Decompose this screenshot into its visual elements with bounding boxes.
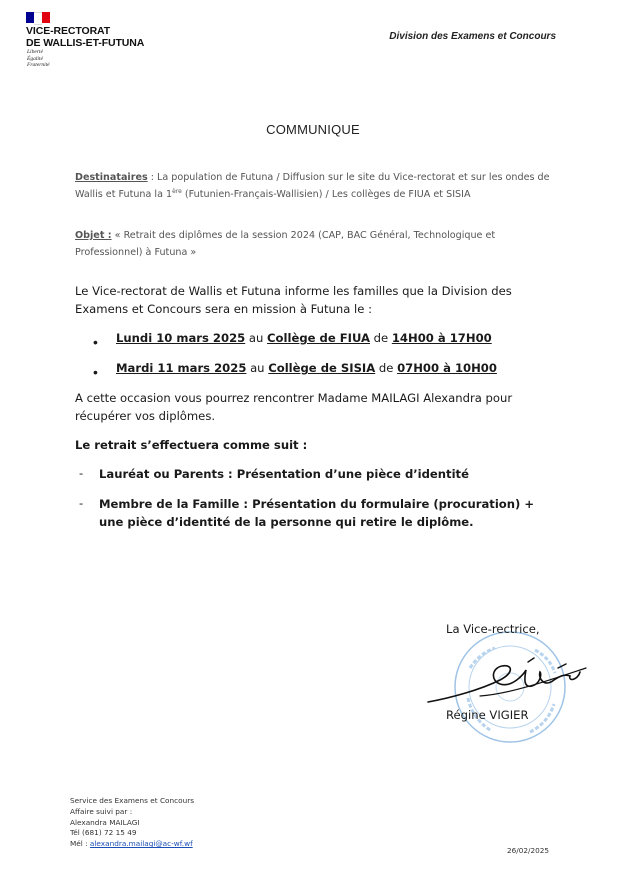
division-name: Division des Examens et Concours <box>389 31 556 42</box>
dash-marker: - <box>79 466 84 480</box>
recipients-text: : La population de Futuna / Diffusion sur le site du Vice-rectorat et sur les ondes de Wallis et Futuna la 1 <box>75 172 550 200</box>
email-link[interactable]: alexandra.mailagi@ac-wf.wf <box>89 839 193 849</box>
footer-contact <box>70 796 194 850</box>
footer-service: Service des Examens et Concours <box>70 796 195 805</box>
document-title: COMMUNIQUE <box>266 122 360 137</box>
session-connector: de <box>375 361 398 375</box>
bullet-icon <box>93 364 101 372</box>
flag-red-band <box>42 12 50 23</box>
recipients-block <box>75 170 555 203</box>
recipients-label: Destinataires <box>75 172 148 183</box>
subject-text: « Retrait des diplômes de la session 2024 (CAP, BAC Général, Technologique et Professionnel) à Futuna » <box>75 230 496 258</box>
session-date: Lundi 10 mars 2025 <box>116 331 246 345</box>
motto-line: Fraternité <box>27 62 50 68</box>
intro-paragraph: Le Vice-rectorat de Wallis et Futuna informe les familles que la Division des Examens et Concours sera en mission à Futuna le : <box>75 284 512 316</box>
footer-phone: Tél (681) 72 15 49 <box>70 828 137 838</box>
footer-contact-name: Alexandra MAILAGI <box>70 817 140 827</box>
bullet-icon <box>93 334 101 342</box>
institution-name <box>26 26 144 49</box>
institution-line-2: DE WALLIS-ET-FUTUNA <box>26 36 145 49</box>
flag-white-band <box>34 12 42 25</box>
footer-followed-by: Affaire suivi par : <box>70 806 133 816</box>
signatory-name: Régine VIGIER <box>446 708 529 722</box>
institution-line-1: VICE-RECTORAT <box>26 25 111 37</box>
footer-mail-label: Mél : <box>70 839 90 849</box>
session-time: 07H00 à 10H00 <box>397 361 497 375</box>
session-line <box>116 331 492 345</box>
flag-blue-band <box>26 12 34 23</box>
session-line <box>116 361 497 375</box>
session-date: Mardi 11 mars 2025 <box>116 361 247 375</box>
procedure-item: Membre de la Famille : Présentation du formulaire (procuration) + une pièce d’identité de la personne qui retire le diplôme. <box>99 497 535 529</box>
french-flag-logo <box>26 12 50 23</box>
dash-marker: - <box>79 496 84 510</box>
subject-label: Objet : <box>75 230 112 241</box>
session-connector: au <box>245 331 268 345</box>
recipients-superscript: ère <box>172 187 182 195</box>
handwritten-signature <box>420 650 590 710</box>
footer-mail-line <box>70 839 194 850</box>
motto-line: Liberté <box>27 49 43 55</box>
recipients-text-end: (Futunien-Français-Wallisien) / Les collèges de FIUA et SISIA <box>181 188 471 200</box>
procedure-heading: Le retrait s’effectuera comme suit : <box>75 438 308 452</box>
motto-line: Égalité <box>27 55 43 62</box>
session-connector: au <box>246 361 269 375</box>
procedure-item: Lauréat ou Parents : Présentation d’une pièce d’identité <box>99 467 469 481</box>
subject-block <box>75 228 555 261</box>
session-place: Collège de FIUA <box>267 331 370 345</box>
signatory-title: La Vice-rectrice, <box>446 622 540 636</box>
meeting-paragraph: A cette occasion vous pourrez rencontrer Madame MAILAGI Alexandra pour récupérer vos diplômes. <box>75 391 513 423</box>
session-connector: de <box>369 331 392 345</box>
session-place: Collège de SISIA <box>268 361 376 375</box>
session-time: 14H00 à 17H00 <box>391 331 492 345</box>
republic-motto <box>27 49 50 69</box>
document-date: 26/02/2025 <box>507 846 550 855</box>
